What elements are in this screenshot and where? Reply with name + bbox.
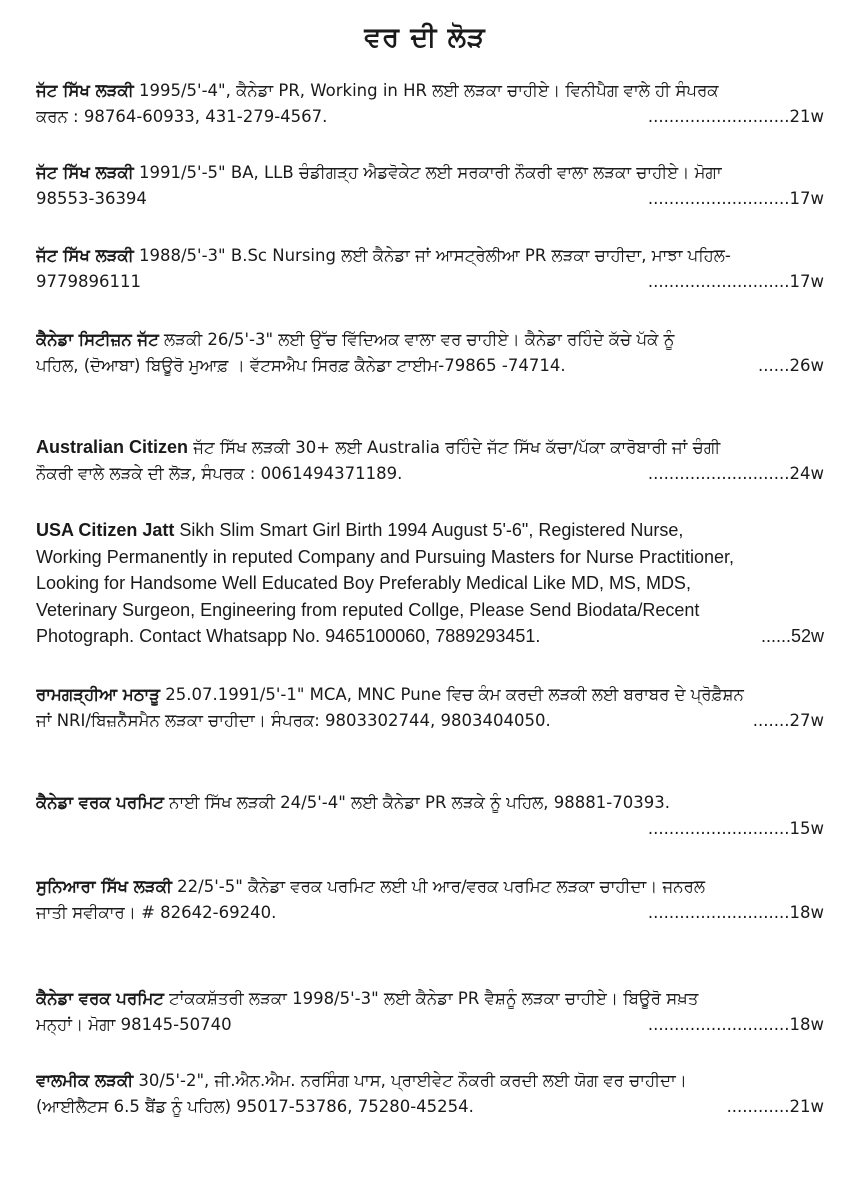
ad-line-2 — [36, 1094, 824, 1120]
ad-line-2 — [36, 1012, 824, 1038]
ad-text: 30/5'-2", ਜੀ.ਐਨ.ਐਮ. ਨਰਸਿੰਗ ਪਾਸ, ਪ੍ਰਾਈਵੇਟ ਨੌਕਰੀ ਕਰਦੀ ਲਈ ਯੋਗ ਵਰ ਚਾਹੀਦਾ। — [133, 1071, 687, 1090]
ad-text: (ਆਈਲੈਟਸ 6.5 ਬੈਂਡ ਨੂੰ ਪਹਿਲ) 95017-53786, 75280-45254. — [36, 1097, 474, 1116]
classified-ad — [36, 1068, 824, 1120]
ad-text: ਨੌਕਰੀ ਵਾਲੇ ਲੜਕੇ ਦੀ ਲੋੜ, ਸੰਪਰਕ : 0061494371189. — [36, 464, 403, 483]
ad-line-2 — [36, 461, 824, 487]
ad-line-2 — [36, 708, 824, 734]
ad-text: ਲੜਕੀ 26/5'-3" ਲਈ ਉੱਚ ਵਿੱਦਿਅਕ ਵਾਲਾ ਵਰ ਚਾਹੀਏ। ਕੈਨੇਡਾ ਰਹਿੰਦੇ ਕੱਚੇ ਪੱਕੇ ਨੂੰ — [158, 330, 675, 349]
ad-reference: ......26w — [758, 356, 824, 375]
ad-line-1 — [36, 682, 824, 708]
ad-heading: ਕੈਨੇਡਾ ਵਰਕ ਪਰਮਿਟ — [36, 989, 164, 1008]
ad-text: 1991/5'-5" BA, LLB ਚੰਡੀਗੜ੍ਹ ਐਡਵੋਕੇਟ ਲਈ ਸਰਕਾਰੀ ਨੌਕਰੀ ਵਾਲਾ ਲੜਕਾ ਚਾਹੀਏ। ਮੋਗਾ — [133, 163, 722, 182]
ad-text: 1988/5'-3" B.Sc Nursing ਲਈ ਕੈਨੇਡਾ ਜਾਂ ਆਸਟ੍ਰੇਲੀਆ PR ਲੜਕਾ ਚਾਹੀਦਾ, ਮਾਝਾ ਪਹਿਲ- — [133, 246, 731, 265]
ad-text: ਜਾਂ NRI/ਬਿਜ਼ਨੈੱਸਮੈਨ ਲੜਕਾ ਚਾਹੀਦਾ। ਸੰਪਰਕ: 9803302744, 9803404050. — [36, 711, 551, 730]
ad-text: ਨਾਈ ਸਿੱਖ ਲੜਕੀ 24/5'-4" ਲਈ ਕੈਨੇਡਾ PR ਲੜਕੇ ਨੂੰ ਪਹਿਲ, 98881-70393. — [163, 793, 670, 812]
ad-reference: ...........................18w — [647, 903, 824, 922]
ad-reference: ...........................18w — [647, 1015, 824, 1034]
ad-text: ਜਾਤੀ ਸਵੀਕਾਰ। # 82642-69240. — [36, 903, 277, 922]
ad-line-1 — [36, 434, 824, 461]
ad-reference: ...........................15w — [647, 819, 824, 838]
ad-line-1 — [36, 78, 824, 104]
ad-line-2 — [36, 269, 824, 295]
ad-line-2 — [36, 186, 824, 212]
ad-reference: ...........................17w — [647, 189, 824, 208]
ad-heading: USA Citizen Jatt — [36, 520, 175, 540]
ad-line-1 — [36, 327, 824, 353]
ad-line-1 — [36, 517, 824, 544]
ad-heading: ਕੈਨੇਡਾ ਸਿਟੀਜ਼ਨ ਜੱਟ — [36, 330, 159, 349]
ad-line-1 — [36, 160, 824, 186]
ad-text: 9779896111 — [36, 272, 141, 291]
ad-text: 98553-36394 — [36, 189, 147, 208]
ad-text: ਟਾਂਕਕਸ਼ੱਤਰੀ ਲੜਕਾ 1998/5'-3" ਲਈ ਕੈਨੇਡਾ PR ਵੈਸ਼ਨੂੰ ਲੜਕਾ ਚਾਹੀਏ। ਬਿਊਰੋ ਸਖ਼ਤ — [163, 989, 699, 1008]
ad-text: ਜੱਟ ਸਿੱਖ ਲੜਕੀ 30+ ਲਈ Australia ਰਹਿੰਦੇ ਜੱਟ ਸਿੱਖ ਕੱਚਾ/ਪੱਕਾ ਕਾਰੋਬਾਰੀ ਜਾਂ ਚੰਗੀ — [188, 438, 721, 457]
ad-line-1 — [36, 790, 824, 816]
ad-reference: ...........................21w — [647, 107, 824, 126]
ad-text: Sikh Slim Smart Girl Birth 1994 August 5'-6", Registered Nurse, — [174, 520, 684, 540]
ad-reference: ......52w — [760, 626, 824, 646]
ad-line-4: Veterinary Surgeon, Engineering from reputed Collge, Please Send Biodata/Recent — [36, 599, 700, 620]
ad-line-2 — [36, 104, 824, 130]
ad-line-2 — [36, 353, 824, 379]
classified-ad — [36, 517, 824, 650]
ad-heading: ਜੱਟ ਸਿੱਖ ਲੜਕੀ — [36, 81, 134, 100]
ad-text: 22/5'-5" ਕੈਨੇਡਾ ਵਰਕ ਪਰਮਿਟ ਲਈ ਪੀ ਆਰ/ਵਰਕ ਪਰਮਿਟ ਲੜਕਾ ਚਾਹੀਦਾ। ਜਨਰਲ — [171, 877, 706, 896]
page-title: ਵਰ ਦੀ ਲੋੜ — [364, 22, 486, 53]
ad-reference: .......27w — [752, 711, 824, 730]
ad-text: 1995/5'-4", ਕੈਨੇਡਾ PR, Working in HR ਲਈ ਲੜਕਾ ਚਾਹੀਏ। ਵਿਨੀਪੈਗ ਵਾਲੇ ਹੀ ਸੰਪਰਕ — [133, 81, 719, 100]
ad-line-1 — [36, 243, 824, 269]
ad-line-2: Working Permanently in reputed Company and Pursuing Masters for Nurse Practitioner, — [36, 546, 734, 567]
ad-heading: Australian Citizen — [36, 437, 189, 457]
ad-heading: ਵਾਲਮੀਕ ਲੜਕੀ — [36, 1071, 134, 1090]
ad-text: ਪਹਿਲ, (ਦੋਆਬਾ) ਬਿਊਰੋ ਮੁਆਫ਼ । ਵੱਟਸਐਪ ਸਿਰਫ਼ ਕੈਨੇਡਾ ਟਾਈਮ-79865 -74714. — [36, 356, 566, 375]
classified-ad — [36, 434, 824, 487]
ad-heading: ਸੁਨਿਆਰਾ ਸਿੱਖ ਲੜਕੀ — [36, 877, 172, 896]
classified-ad — [36, 790, 824, 842]
ad-heading: ਕੈਨੇਡਾ ਵਰਕ ਪਰਮਿਟ — [36, 793, 164, 812]
ad-line-1 — [36, 986, 824, 1012]
ad-line-5 — [36, 623, 824, 650]
ad-reference: ...........................17w — [647, 272, 824, 291]
ad-heading: ਜੱਟ ਸਿੱਖ ਲੜਕੀ — [36, 163, 134, 182]
classified-ad — [36, 327, 824, 379]
ad-heading: ਰਾਮਗੜ੍ਹੀਆ ਮਠਾੜੂ — [36, 685, 161, 704]
classified-ad — [36, 986, 824, 1038]
classified-ad — [36, 160, 824, 212]
ad-text: 25.07.1991/5'-1" MCA, MNC Pune ਵਿਚ ਕੰਮ ਕਰਦੀ ਲੜਕੀ ਲਈ ਬਰਾਬਰ ਦੇ ਪ੍ਰੋਫ਼ੈਸ਼ਨ — [160, 685, 744, 704]
ad-line-3: Looking for Handsome Well Educated Boy Preferably Medical Like MD, MS, MDS, — [36, 573, 691, 593]
ad-reference: ...........................24w — [647, 464, 824, 483]
classified-ad — [36, 78, 824, 130]
ad-text: Photograph. Contact Whatsapp No. 9465100060, 7889293451. — [36, 626, 541, 646]
ad-line-2 — [36, 900, 824, 926]
ad-heading: ਜੱਟ ਸਿੱਖ ਲੜਕੀ — [36, 246, 134, 265]
ad-reference: ............21w — [726, 1097, 824, 1116]
ad-text: ਕਰਨ : 98764-60933, 431-279-4567. — [36, 107, 328, 126]
ad-line-1 — [36, 874, 824, 900]
ad-text: ਮਨ੍ਹਾਂ। ਮੋਗਾ 98145-50740 — [36, 1015, 232, 1034]
classified-ad — [36, 874, 824, 926]
classified-ad — [36, 243, 824, 295]
ad-line-1 — [36, 1068, 824, 1094]
classified-ad — [36, 682, 824, 734]
